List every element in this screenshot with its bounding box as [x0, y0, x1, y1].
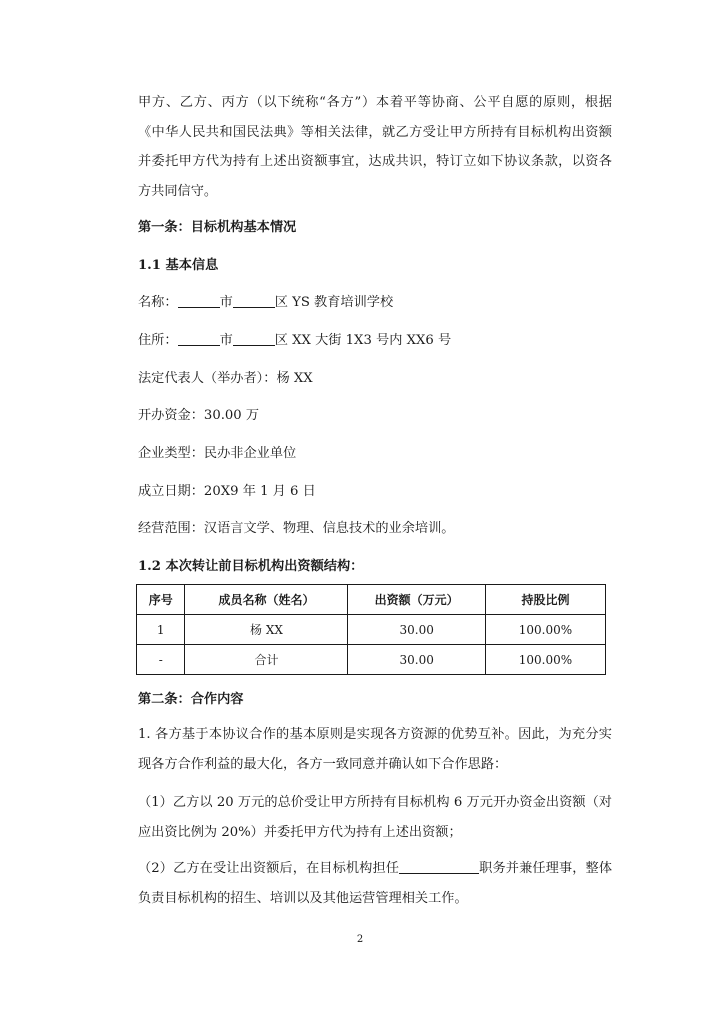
table-cell: 100.00% — [485, 645, 605, 675]
table-cell: 杨 XX — [185, 615, 348, 645]
org-address-value: 区 XX 大街 1X3 号内 XX6 号 — [274, 333, 452, 348]
article1-title: 第一条：目标机构基本情况 — [138, 220, 297, 235]
section-1-1-title: 1.1 基本信息 — [138, 258, 219, 273]
table-cell: 30.00 — [348, 645, 486, 675]
paragraph-3-after: 职务并兼任理事，整体负责目标机构的招生、培训以及其他运营管理相关工作。 — [138, 861, 613, 906]
page-number: 2 — [356, 934, 364, 945]
intro-paragraph: 甲方、乙方、丙方（以下统称“各方”）本着平等协商、公平自愿的原则，根据《中华人民共和国民法典》等相关法律，就乙方受让甲方所持有目标机构出资额并委托甲方代为持有上述出资额事宜，达成共识，特订立如下协议条款，以资各方共同信守。 — [138, 95, 612, 199]
table-header-cell: 持股比例 — [485, 585, 605, 615]
city-blank — [178, 293, 220, 308]
table-cell: 合计 — [185, 645, 348, 675]
article2-title: 第二条：合作内容 — [138, 692, 244, 707]
org-name-value: 区 YS 教育培训学校 — [274, 295, 394, 310]
org-name-line — [138, 291, 393, 310]
legal-rep-line: 法定代表人（举办者）：杨 XX — [138, 371, 313, 386]
capital-structure-table — [136, 584, 606, 675]
table-header-cell: 出资额（万元） — [348, 585, 486, 615]
table-cell: 100.00% — [485, 615, 605, 645]
business-scope-line: 经营范围：汉语言文学、物理、信息技术的业余培训。 — [138, 521, 455, 536]
table-header-cell: 成员名称（姓名） — [185, 585, 348, 615]
org-address-label: 住所： — [138, 333, 178, 348]
org-address-city: 市 — [219, 333, 233, 348]
table-row — [137, 645, 606, 675]
table-cell: 1 — [137, 615, 185, 645]
district-blank — [233, 331, 275, 346]
founded-date-line: 成立日期：20X9 年 1 月 6 日 — [138, 484, 316, 499]
table-cell: 30.00 — [348, 615, 486, 645]
position-blank — [399, 859, 479, 874]
article2-paragraph-1: 1. 各方基于本协议合作的基本原则是实现各方资源的优势互补。因此，为充分实现各方合作利益的最大化，各方一致同意并确认如下合作思路： — [138, 727, 612, 772]
org-name-label: 名称： — [138, 295, 178, 310]
org-type-line: 企业类型：民办非企业单位 — [138, 446, 297, 461]
table-cell: - — [137, 645, 185, 675]
section-1-2-title: 1.2 本次转让前目标机构出资额结构： — [138, 559, 364, 574]
capital-line: 开办资金：30.00 万 — [138, 408, 260, 423]
article2-paragraph-2: （1）乙方以 20 万元的总价受让甲方所持有目标机构 6 万元开办资金出资额（对应出资比例为 20%）并委托甲方代为持有上述出资额； — [138, 795, 612, 840]
article2-paragraph-3 — [138, 854, 612, 913]
table-header-row — [137, 585, 606, 615]
city-blank — [178, 331, 220, 346]
district-blank — [233, 293, 275, 308]
paragraph-3-before: （2）乙方在受让出资额后，在目标机构担任 — [138, 861, 400, 876]
org-address-line — [138, 329, 451, 348]
table-row — [137, 615, 606, 645]
org-name-city: 市 — [219, 295, 233, 310]
table-header-cell: 序号 — [137, 585, 185, 615]
